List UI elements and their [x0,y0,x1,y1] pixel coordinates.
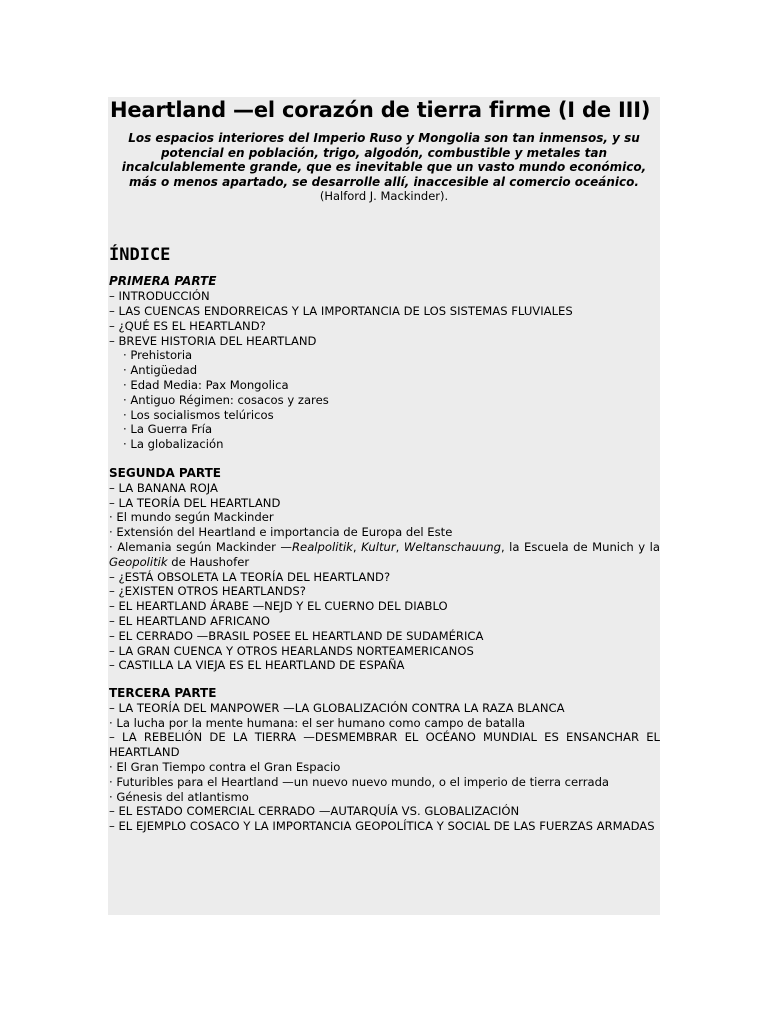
term-geopolitik: Geopolitik [109,554,168,569]
index-item: – LAS CUENCAS ENDORREICAS Y LA IMPORTANCIA DE LOS SISTEMAS FLUVIALES [109,303,573,318]
index-item: – BREVE HISTORIA DEL HEARTLAND [109,333,317,348]
separator: , [352,539,362,554]
index-item: – LA REBELIÓN DE LA TIERRA —DESMEMBRAR EL OCÉANO MUNDIAL ES ENSANCHAR EL HEARTLAND [109,730,660,760]
spacer [108,673,660,686]
part-three [108,686,660,834]
index-item: · Extensión del Heartland e importancia de Europa del Este [109,525,453,540]
index-item: – EL HEARTLAND ÁRABE —NEJD Y EL CUERNO DEL DIABLO [109,599,448,614]
term-weltanschauung: Weltanschauung [403,539,501,554]
index-item: – INTRODUCCIÓN [109,289,210,304]
epigraph-quote: Los espacios interiores del Imperio Ruso y Mongolia son tan inmensos, y su potencial en población, trigo, algodón, combustible y metales tan incalculablemente grande, que es inevitable que un vasto mundo económico, más o menos apartado, se desarrolle allí, inaccesible al comercio oceánico. [121,131,647,189]
index-item: – EL CERRADO —BRASIL POSEE EL HEARTLAND DE SUDAMÉRICA [109,628,484,643]
document-page [108,97,660,915]
index-item: – LA GRAN CUENCA Y OTROS HEARLANDS NORTEAMERICANOS [109,643,474,658]
index-item: – ¿QUÉ ES EL HEARTLAND? [109,318,266,333]
index-item: – LA BANANA ROJA [109,480,218,495]
part-one-heading: PRIMERA PARTE [109,274,217,289]
index-item-alemania [108,540,660,570]
separator: , [395,539,404,554]
item-text: , la Escuela de Munich y la [500,539,660,554]
index-item: · El Gran Tiempo contra el Gran Espacio [109,760,341,775]
term-kultur: Kultur [361,539,396,554]
index-subitem: · La globalización [123,437,224,452]
item-text: · Alemania según Mackinder — [109,539,292,554]
index-item: – ¿EXISTEN OTROS HEARTLANDS? [109,584,306,599]
item-text: de Haushofer [167,554,250,569]
document-title: Heartland —el corazón de tierra firme (I de III) [110,98,651,122]
index-item: – LA TEORÍA DEL MANPOWER —LA GLOBALIZACIÓN CONTRA LA RAZA BLANCA [109,700,565,715]
index-subitem: · La Guerra Fría [123,422,213,437]
part-two [108,466,660,673]
index-item: · Génesis del atlantismo [109,789,249,804]
index-item: – LA TEORÍA DEL HEARTLAND [109,495,281,510]
index-item: · El mundo según Mackinder [109,510,274,525]
spacer [108,452,660,466]
index-heading: ÍNDICE [109,245,171,266]
index-item: – EL EJEMPLO COSACO Y LA IMPORTANCIA GEOPOLÍTICA Y SOCIAL DE LAS FUERZAS ARMADAS [109,819,655,834]
term-realpolitik: Realpolitik [292,539,353,554]
index-subitem: · Prehistoria [123,348,193,363]
index-item: – EL ESTADO COMERCIAL CERRADO —AUTARQUÍA VS. GLOBALIZACIÓN [109,804,520,819]
part-three-heading: TERCERA PARTE [109,686,217,701]
index-subitem: · Edad Media: Pax Mongolica [123,377,289,392]
part-one [108,274,660,452]
index-subitem: · Los socialismos telúricos [123,407,274,422]
index-subitem: · Antiguo Régimen: cosacos y zares [123,392,329,407]
index-item: · La lucha por la mente humana: el ser humano como campo de batalla [109,715,526,730]
epigraph-attribution: (Halford J. Mackinder). [319,189,449,204]
index-item: – EL HEARTLAND AFRICANO [109,613,271,628]
index-subitem: · Antigüedad [123,363,198,378]
index-item: · Futuribles para el Heartland —un nuevo nuevo mundo, o el imperio de tierra cerrada [109,774,610,789]
part-two-heading: SEGUNDA PARTE [109,465,221,480]
index-item: – CASTILLA LA VIEJA ES EL HEARTLAND DE ESPAÑA [109,658,405,673]
index-item: – ¿ESTÁ OBSOLETA LA TEORÍA DEL HEARTLAND? [109,569,391,584]
